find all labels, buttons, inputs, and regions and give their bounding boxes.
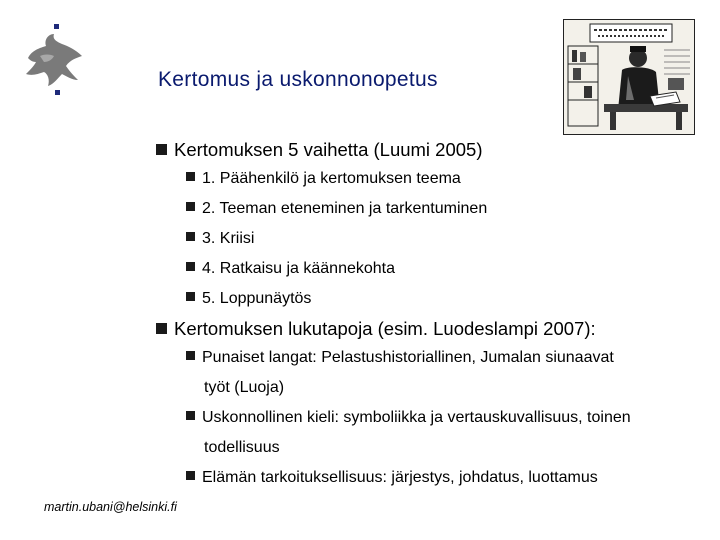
list-item: 2. Teeman eteneminen ja tarkentuminen — [186, 200, 487, 218]
list-item: 4. Ratkaisu ja käännekohta — [186, 260, 395, 278]
square-bullet-icon — [186, 232, 195, 241]
list-item: Punaiset langat: Pelastushistoriallinen, Jumalan siunaavat — [186, 349, 614, 367]
square-bullet-icon — [186, 411, 195, 420]
footer-email: martin.ubani@helsinki.fi — [44, 500, 177, 514]
list-item: Uskonnollinen kieli: symboliikka ja vertauskuvallisuus, toinen — [186, 409, 631, 427]
helsinki-university-logo-icon — [18, 22, 90, 100]
list-item-continuation: todellisuus — [204, 439, 280, 456]
square-bullet-icon — [186, 292, 195, 301]
section-heading-readings: Kertomuksen lukutapoja (esim. Luodeslampi 2007): — [156, 318, 596, 340]
square-bullet-icon — [186, 351, 195, 360]
square-bullet-icon — [186, 172, 195, 181]
list-item-continuation: työt (Luoja) — [204, 379, 285, 396]
list-item: 5. Loppunäytös — [186, 290, 311, 308]
list-item: 1. Päähenkilö ja kertomuksen teema — [186, 170, 461, 188]
square-bullet-icon — [186, 471, 195, 480]
slide-title: Kertomus ja uskonnonopetus — [158, 68, 438, 91]
square-bullet-icon — [186, 202, 195, 211]
square-bullet-icon — [186, 262, 195, 271]
list-item: Elämän tarkoituksellisuus: järjestys, johdatus, luottamus — [186, 469, 598, 487]
section-heading-stages: Kertomuksen 5 vaihetta (Luumi 2005) — [156, 139, 483, 161]
list-item: 3. Kriisi — [186, 230, 254, 248]
woodcut-reformer-at-desk-image — [563, 19, 695, 135]
square-bullet-icon — [156, 323, 167, 334]
square-bullet-icon — [156, 144, 167, 155]
